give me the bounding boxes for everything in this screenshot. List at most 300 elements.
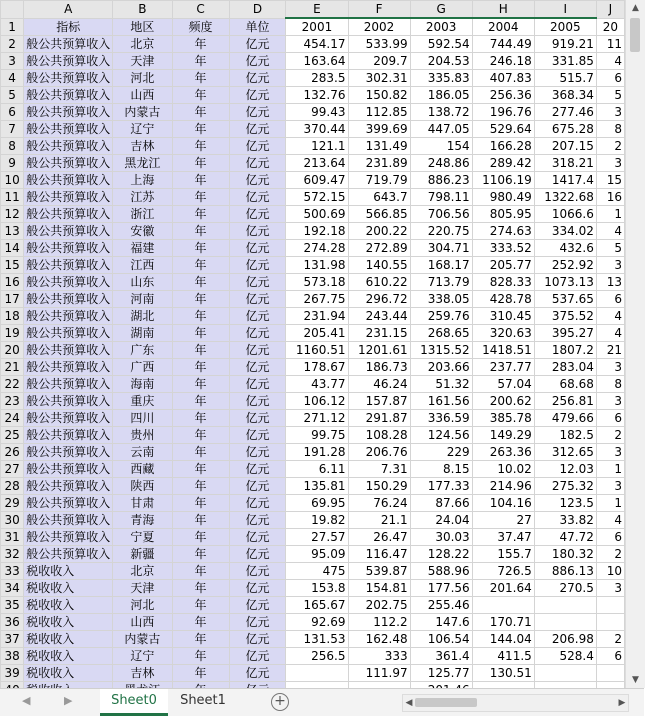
cell[interactable]: 191.28 [286, 444, 348, 461]
cell[interactable]: 454.17 [286, 36, 348, 53]
cell[interactable]: 283.5 [286, 70, 348, 87]
cell[interactable]: 399.69 [348, 121, 410, 138]
cell[interactable]: 643.7 [348, 189, 410, 206]
cell[interactable]: 248.86 [410, 155, 472, 172]
cell[interactable]: 5 [596, 240, 624, 257]
cell[interactable]: 256.5 [286, 648, 348, 665]
cell[interactable]: 805.95 [472, 206, 534, 223]
cell[interactable]: 广西 [113, 359, 172, 376]
cell[interactable]: 2 [596, 631, 624, 648]
row-header[interactable]: 1 [1, 18, 24, 36]
horizontal-scroll-thumb[interactable] [415, 698, 477, 707]
cell[interactable]: 年 [172, 665, 229, 682]
cell[interactable]: 15 [596, 172, 624, 189]
cell[interactable]: 1073.13 [534, 274, 596, 291]
vertical-scrollbar[interactable] [625, 0, 645, 688]
cell[interactable]: 106.54 [410, 631, 472, 648]
cell[interactable]: 亿元 [229, 376, 286, 393]
cell[interactable]: 182.5 [534, 427, 596, 444]
cell[interactable]: 205.77 [472, 257, 534, 274]
cell[interactable]: 12.03 [534, 461, 596, 478]
column-header-I[interactable]: I [534, 1, 596, 19]
cell[interactable]: 亿元 [229, 478, 286, 495]
header-cell[interactable]: 20 [596, 18, 624, 36]
cell[interactable]: 年 [172, 648, 229, 665]
cell[interactable]: 334.02 [534, 223, 596, 240]
cell[interactable]: 246.18 [472, 53, 534, 70]
row-header[interactable]: 26 [1, 444, 24, 461]
column-header-F[interactable]: F [348, 1, 410, 19]
cell[interactable]: 713.79 [410, 274, 472, 291]
cell[interactable]: 744.49 [472, 36, 534, 53]
cell[interactable]: 310.45 [472, 308, 534, 325]
cell[interactable]: 湖北 [113, 308, 172, 325]
cell[interactable]: 200.22 [348, 223, 410, 240]
cell[interactable]: 428.78 [472, 291, 534, 308]
cell[interactable]: 般公共预算收入 [24, 342, 113, 359]
cell[interactable]: 税收收入 [24, 631, 113, 648]
cell[interactable]: 138.72 [410, 104, 472, 121]
row-header[interactable]: 29 [1, 495, 24, 512]
row-header[interactable]: 30 [1, 512, 24, 529]
next-sheet-icon[interactable]: ▶ [64, 694, 73, 707]
header-cell[interactable]: 2005 [534, 18, 596, 36]
cell[interactable]: 149.29 [472, 427, 534, 444]
cell[interactable]: 11 [596, 36, 624, 53]
cell[interactable]: 北京 [113, 563, 172, 580]
cell[interactable]: 年 [172, 478, 229, 495]
cell[interactable]: 375.52 [534, 308, 596, 325]
cell[interactable]: 亿元 [229, 104, 286, 121]
cell[interactable]: 255.46 [410, 597, 472, 614]
cell[interactable]: 亿元 [229, 189, 286, 206]
cell[interactable]: 福建 [113, 240, 172, 257]
cell[interactable]: 177.56 [410, 580, 472, 597]
tab-sheet0[interactable]: Sheet0 [100, 689, 168, 716]
cell[interactable]: 1 [596, 495, 624, 512]
cell[interactable]: 798.11 [410, 189, 472, 206]
cell[interactable]: 般公共预算收入 [24, 70, 113, 87]
cell[interactable]: 1418.51 [472, 342, 534, 359]
cell[interactable]: 99.43 [286, 104, 348, 121]
cell[interactable]: 湖南 [113, 325, 172, 342]
cell[interactable]: 237.77 [472, 359, 534, 376]
cell[interactable]: 4 [596, 53, 624, 70]
column-header-J[interactable]: J [596, 1, 624, 19]
cell[interactable]: 亿元 [229, 410, 286, 427]
cell[interactable]: 年 [172, 223, 229, 240]
cell[interactable]: 亿元 [229, 308, 286, 325]
cell[interactable]: 116.47 [348, 546, 410, 563]
cell[interactable]: 304.71 [410, 240, 472, 257]
cell[interactable]: 年 [172, 291, 229, 308]
cell[interactable]: 般公共预算收入 [24, 359, 113, 376]
cell[interactable]: 般公共预算收入 [24, 393, 113, 410]
cell[interactable]: 亿元 [229, 563, 286, 580]
cell[interactable]: 121.1 [286, 138, 348, 155]
cell[interactable]: 亿元 [229, 631, 286, 648]
cell[interactable]: 68.68 [534, 376, 596, 393]
cell[interactable]: 368.34 [534, 87, 596, 104]
row-header[interactable]: 3 [1, 53, 24, 70]
row-header[interactable]: 22 [1, 376, 24, 393]
cell[interactable]: 亿元 [229, 444, 286, 461]
row-header[interactable]: 23 [1, 393, 24, 410]
cell[interactable]: 亿元 [229, 614, 286, 631]
cell[interactable]: 河北 [113, 70, 172, 87]
cell[interactable]: 年 [172, 546, 229, 563]
cell[interactable]: 92.69 [286, 614, 348, 631]
cell[interactable]: 般公共预算收入 [24, 240, 113, 257]
cell[interactable]: 3 [596, 155, 624, 172]
cell[interactable]: 726.5 [472, 563, 534, 580]
cell[interactable]: 566.85 [348, 206, 410, 223]
cell[interactable]: 云南 [113, 444, 172, 461]
row-header[interactable]: 9 [1, 155, 24, 172]
cell[interactable]: 719.79 [348, 172, 410, 189]
cell[interactable]: 年 [172, 104, 229, 121]
cell[interactable]: 178.67 [286, 359, 348, 376]
cell[interactable]: 税收收入 [24, 665, 113, 682]
cell[interactable]: 般公共预算收入 [24, 291, 113, 308]
cell[interactable]: 130.51 [472, 665, 534, 682]
cell[interactable]: 年 [172, 461, 229, 478]
cell[interactable]: 般公共预算收入 [24, 223, 113, 240]
cell[interactable]: 年 [172, 563, 229, 580]
cell[interactable]: 200.62 [472, 393, 534, 410]
column-header-B[interactable]: B [113, 1, 172, 19]
cell[interactable]: 274.63 [472, 223, 534, 240]
cell[interactable]: 税收收入 [24, 580, 113, 597]
cell[interactable]: 年 [172, 53, 229, 70]
row-header[interactable]: 8 [1, 138, 24, 155]
cell[interactable]: 亿元 [229, 257, 286, 274]
cell[interactable]: 4 [596, 512, 624, 529]
cell[interactable]: 8 [596, 376, 624, 393]
cell[interactable]: 陕西 [113, 478, 172, 495]
cell[interactable]: 539.87 [348, 563, 410, 580]
cell[interactable]: 河北 [113, 597, 172, 614]
cell[interactable] [534, 665, 596, 682]
cell[interactable]: 205.41 [286, 325, 348, 342]
cell[interactable]: 256.81 [534, 393, 596, 410]
cell[interactable]: 亿元 [229, 53, 286, 70]
cell[interactable]: 税收收入 [24, 614, 113, 631]
cell[interactable]: 年 [172, 495, 229, 512]
cell[interactable]: 886.13 [534, 563, 596, 580]
cell[interactable]: 年 [172, 325, 229, 342]
cell[interactable]: 201.64 [472, 580, 534, 597]
cell[interactable]: 162.48 [348, 631, 410, 648]
cell[interactable]: 51.32 [410, 376, 472, 393]
cell[interactable]: 214.96 [472, 478, 534, 495]
cell[interactable]: 147.6 [410, 614, 472, 631]
cell[interactable]: 3 [596, 393, 624, 410]
cell[interactable]: 般公共预算收入 [24, 512, 113, 529]
row-header[interactable]: 39 [1, 665, 24, 682]
cell[interactable]: 亿元 [229, 461, 286, 478]
row-header[interactable]: 33 [1, 563, 24, 580]
cell[interactable]: 252.92 [534, 257, 596, 274]
cell[interactable]: 528.4 [534, 648, 596, 665]
cell[interactable]: 220.75 [410, 223, 472, 240]
row-header[interactable]: 17 [1, 291, 24, 308]
cell[interactable]: 204.53 [410, 53, 472, 70]
tab-sheet1[interactable]: Sheet1 [180, 693, 226, 708]
cell[interactable]: 475 [286, 563, 348, 580]
cell[interactable]: 辽宁 [113, 648, 172, 665]
cell[interactable]: 256.36 [472, 87, 534, 104]
cell[interactable]: 980.49 [472, 189, 534, 206]
cell[interactable]: 231.89 [348, 155, 410, 172]
cell[interactable]: 年 [172, 376, 229, 393]
cell[interactable]: 1160.51 [286, 342, 348, 359]
cell[interactable]: 123.5 [534, 495, 596, 512]
cell[interactable]: 年 [172, 257, 229, 274]
cell[interactable]: 19.82 [286, 512, 348, 529]
cell[interactable]: 重庆 [113, 393, 172, 410]
cell[interactable]: 亿元 [229, 70, 286, 87]
cell[interactable]: 内蒙古 [113, 631, 172, 648]
cell[interactable] [596, 665, 624, 682]
cell[interactable]: 828.33 [472, 274, 534, 291]
cell[interactable]: 270.5 [534, 580, 596, 597]
cell[interactable]: 124.56 [410, 427, 472, 444]
row-header[interactable]: 31 [1, 529, 24, 546]
row-header[interactable]: 12 [1, 206, 24, 223]
cell[interactable]: 33.82 [534, 512, 596, 529]
cell[interactable]: 辽宁 [113, 121, 172, 138]
cell[interactable] [472, 597, 534, 614]
cell[interactable]: 亿元 [229, 342, 286, 359]
row-header[interactable]: 37 [1, 631, 24, 648]
cell[interactable]: 338.05 [410, 291, 472, 308]
cell[interactable]: 46.24 [348, 376, 410, 393]
column-header-E[interactable]: E [286, 1, 348, 19]
cell[interactable]: 104.16 [472, 495, 534, 512]
cell[interactable]: 黑龙江 [113, 155, 172, 172]
cell[interactable]: 318.21 [534, 155, 596, 172]
cell[interactable]: 年 [172, 614, 229, 631]
cell[interactable]: 296.72 [348, 291, 410, 308]
cell[interactable]: 27 [472, 512, 534, 529]
cell[interactable]: 1201.61 [348, 342, 410, 359]
cell[interactable]: 274.28 [286, 240, 348, 257]
header-cell[interactable]: 2002 [348, 18, 410, 36]
cell[interactable]: 般公共预算收入 [24, 444, 113, 461]
row-header[interactable]: 19 [1, 325, 24, 342]
cell[interactable]: 新疆 [113, 546, 172, 563]
cell[interactable]: 年 [172, 444, 229, 461]
header-cell[interactable]: 频度 [172, 18, 229, 36]
cell[interactable]: 361.4 [410, 648, 472, 665]
cell[interactable]: 4 [596, 325, 624, 342]
cell[interactable]: 亿元 [229, 240, 286, 257]
cell[interactable]: 亿元 [229, 325, 286, 342]
cell[interactable]: 180.32 [534, 546, 596, 563]
cell[interactable]: 154 [410, 138, 472, 155]
cell[interactable]: 537.65 [534, 291, 596, 308]
cell[interactable]: 青海 [113, 512, 172, 529]
cell[interactable]: 407.83 [472, 70, 534, 87]
cell[interactable]: 亿元 [229, 172, 286, 189]
select-all-corner[interactable] [1, 1, 24, 19]
cell[interactable]: 年 [172, 393, 229, 410]
cell[interactable]: 天津 [113, 580, 172, 597]
cell[interactable]: 886.23 [410, 172, 472, 189]
cell[interactable]: 154.81 [348, 580, 410, 597]
cell[interactable]: 271.12 [286, 410, 348, 427]
column-header-A[interactable]: A [24, 1, 113, 19]
cell[interactable]: 安徽 [113, 223, 172, 240]
row-header[interactable]: 36 [1, 614, 24, 631]
cell[interactable]: 2 [596, 138, 624, 155]
row-header[interactable]: 16 [1, 274, 24, 291]
cell[interactable]: 般公共预算收入 [24, 53, 113, 70]
row-header[interactable]: 13 [1, 223, 24, 240]
cell[interactable]: 177.33 [410, 478, 472, 495]
cell[interactable]: 231.94 [286, 308, 348, 325]
cell[interactable]: 般公共预算收入 [24, 257, 113, 274]
cell[interactable]: 1807.2 [534, 342, 596, 359]
cell[interactable]: 亿元 [229, 138, 286, 155]
scroll-right-icon[interactable]: ▶ [618, 698, 626, 708]
cell[interactable]: 610.22 [348, 274, 410, 291]
cell[interactable]: 4 [596, 308, 624, 325]
cell[interactable]: 8.15 [410, 461, 472, 478]
row-header[interactable]: 27 [1, 461, 24, 478]
prev-sheet-icon[interactable]: ◀ [22, 694, 31, 707]
cell[interactable]: 年 [172, 206, 229, 223]
cell[interactable] [286, 665, 348, 682]
cell[interactable]: 112.85 [348, 104, 410, 121]
cell[interactable]: 132.76 [286, 87, 348, 104]
cell[interactable]: 385.78 [472, 410, 534, 427]
header-cell[interactable]: 2004 [472, 18, 534, 36]
cell[interactable]: 573.18 [286, 274, 348, 291]
cell[interactable]: 年 [172, 580, 229, 597]
row-header[interactable]: 4 [1, 70, 24, 87]
cell[interactable]: 302.31 [348, 70, 410, 87]
cell[interactable]: 131.98 [286, 257, 348, 274]
cell[interactable]: 亿元 [229, 393, 286, 410]
cell[interactable]: 163.64 [286, 53, 348, 70]
cell[interactable]: 1106.19 [472, 172, 534, 189]
cell[interactable]: 海南 [113, 376, 172, 393]
cell[interactable]: 年 [172, 308, 229, 325]
cell[interactable]: 706.56 [410, 206, 472, 223]
cell[interactable]: 157.87 [348, 393, 410, 410]
row-header[interactable]: 5 [1, 87, 24, 104]
cell[interactable]: 年 [172, 410, 229, 427]
cell[interactable]: 243.44 [348, 308, 410, 325]
cell[interactable]: 30.03 [410, 529, 472, 546]
cell[interactable]: 479.66 [534, 410, 596, 427]
cell[interactable]: 6 [596, 291, 624, 308]
cell[interactable]: 13 [596, 274, 624, 291]
cell[interactable]: 87.66 [410, 495, 472, 512]
cell[interactable]: 年 [172, 121, 229, 138]
cell[interactable]: 甘肃 [113, 495, 172, 512]
cell[interactable]: 亿元 [229, 665, 286, 682]
cell[interactable]: 税收收入 [24, 563, 113, 580]
cell[interactable]: 般公共预算收入 [24, 155, 113, 172]
header-cell[interactable]: 2001 [286, 18, 348, 36]
cell[interactable]: 272.89 [348, 240, 410, 257]
cell[interactable]: 150.82 [348, 87, 410, 104]
cell[interactable]: 106.12 [286, 393, 348, 410]
cell[interactable]: 年 [172, 529, 229, 546]
row-header[interactable]: 38 [1, 648, 24, 665]
cell[interactable]: 6.11 [286, 461, 348, 478]
cell[interactable]: 203.66 [410, 359, 472, 376]
row-header[interactable]: 7 [1, 121, 24, 138]
row-header[interactable]: 2 [1, 36, 24, 53]
cell[interactable]: 内蒙古 [113, 104, 172, 121]
cell[interactable]: 206.76 [348, 444, 410, 461]
cell[interactable]: 277.46 [534, 104, 596, 121]
cell[interactable]: 山西 [113, 614, 172, 631]
cell[interactable]: 47.72 [534, 529, 596, 546]
cell[interactable]: 亿元 [229, 274, 286, 291]
cell[interactable]: 150.29 [348, 478, 410, 495]
cell[interactable]: 亿元 [229, 223, 286, 240]
cell[interactable]: 10.02 [472, 461, 534, 478]
cell[interactable]: 161.56 [410, 393, 472, 410]
cell[interactable]: 西藏 [113, 461, 172, 478]
cell[interactable]: 般公共预算收入 [24, 495, 113, 512]
cell[interactable]: 43.77 [286, 376, 348, 393]
cell[interactable]: 153.8 [286, 580, 348, 597]
header-cell[interactable]: 2003 [410, 18, 472, 36]
cell[interactable]: 24.04 [410, 512, 472, 529]
cell[interactable]: 192.18 [286, 223, 348, 240]
cell[interactable]: 572.15 [286, 189, 348, 206]
cell[interactable]: 亿元 [229, 580, 286, 597]
cell[interactable]: 山东 [113, 274, 172, 291]
cell[interactable]: 般公共预算收入 [24, 189, 113, 206]
cell[interactable] [596, 614, 624, 631]
cell[interactable]: 2 [596, 427, 624, 444]
cell[interactable]: 年 [172, 240, 229, 257]
cell[interactable]: 76.24 [348, 495, 410, 512]
cell[interactable]: 588.96 [410, 563, 472, 580]
cell[interactable]: 上海 [113, 172, 172, 189]
cell[interactable]: 291.87 [348, 410, 410, 427]
cell[interactable]: 131.49 [348, 138, 410, 155]
cell[interactable]: 般公共预算收入 [24, 410, 113, 427]
cell[interactable]: 年 [172, 512, 229, 529]
cell[interactable]: 般公共预算收入 [24, 172, 113, 189]
row-header[interactable]: 35 [1, 597, 24, 614]
cell[interactable]: 亿元 [229, 155, 286, 172]
cell[interactable]: 1315.52 [410, 342, 472, 359]
cell[interactable]: 166.28 [472, 138, 534, 155]
cell[interactable]: 144.04 [472, 631, 534, 648]
row-header[interactable]: 10 [1, 172, 24, 189]
cell[interactable]: 亿元 [229, 597, 286, 614]
cell[interactable]: 3 [596, 444, 624, 461]
cell[interactable]: 宁夏 [113, 529, 172, 546]
cell[interactable]: 般公共预算收入 [24, 87, 113, 104]
cell[interactable]: 112.2 [348, 614, 410, 631]
cell[interactable] [534, 614, 596, 631]
cell[interactable]: 广东 [113, 342, 172, 359]
cell[interactable]: 贵州 [113, 427, 172, 444]
cell[interactable]: 135.81 [286, 478, 348, 495]
cell[interactable]: 年 [172, 189, 229, 206]
cell[interactable]: 般公共预算收入 [24, 206, 113, 223]
